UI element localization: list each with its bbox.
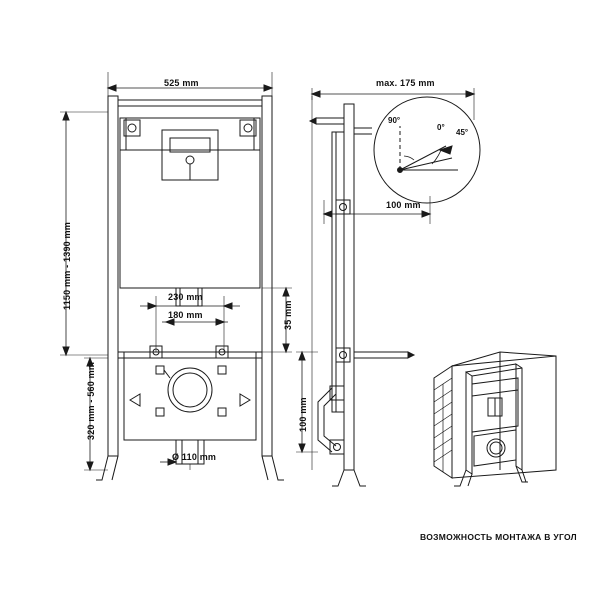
angle-label-45: 45° (456, 128, 469, 137)
corner-frame-left-post (466, 372, 472, 474)
frame-foot-left (96, 456, 108, 480)
dim-height-1150-1390: 1150 mm - 1390 mm (62, 222, 72, 310)
dim-width-525: 525 mm (164, 78, 199, 88)
dim-offset-35: 35 mm (283, 300, 293, 330)
dim-lower-height-100: 100 mm (298, 397, 308, 432)
frame-right-post (262, 96, 272, 456)
dim-outlet-diameter-110: Ø 110 mm (172, 452, 217, 462)
angle-label-90: 90° (388, 116, 401, 125)
frame-foot-right (272, 456, 284, 480)
side-cistern-profile (332, 132, 344, 412)
dim-height-320-560: 320 mm - 560 mm (86, 361, 96, 440)
waste-outlet-large (168, 368, 212, 412)
corner-wall-right (452, 356, 556, 478)
cistern-body (120, 118, 260, 288)
angle-label-0: 0° (437, 123, 445, 132)
corner-installation-caption: ВОЗМОЖНОСТЬ МОНТАЖА В УГОЛ (420, 532, 577, 542)
dim-bracket-depth-100: 100 mm (386, 200, 421, 210)
dim-width-180: 180 mm (168, 310, 203, 320)
dim-max-depth-175: max. 175 mm (376, 78, 435, 88)
angle-detail-circle (374, 97, 480, 203)
frame-left-post (108, 96, 118, 456)
dim-width-230: 230 mm (168, 292, 203, 302)
corner-frame-right-post (516, 364, 522, 470)
side-frame-post (344, 104, 354, 470)
